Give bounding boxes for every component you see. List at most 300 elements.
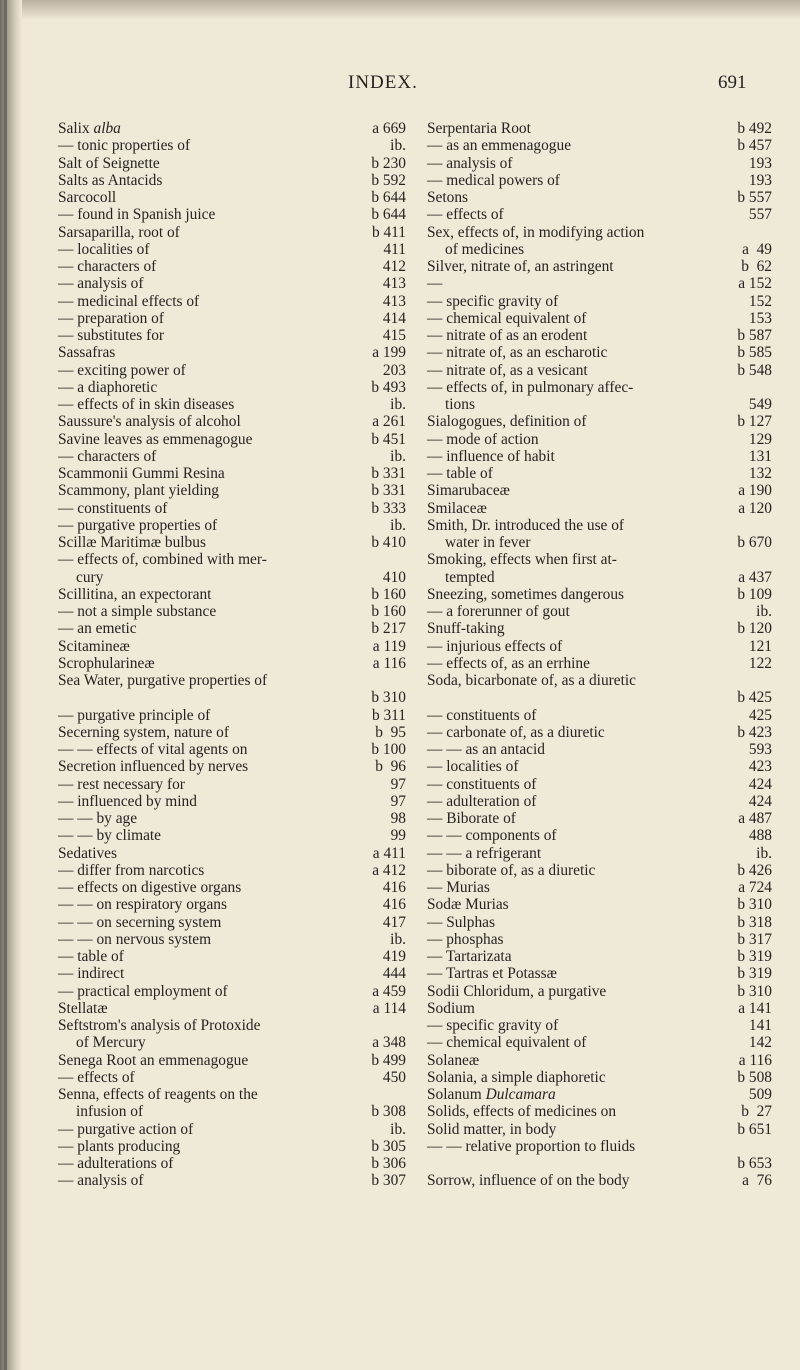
page-reference: b 27 — [741, 1103, 772, 1121]
page-reference: 97 — [390, 792, 406, 810]
index-term: infusion of — [76, 1103, 144, 1121]
index-term: — table of — [58, 948, 124, 965]
index-entry — [427, 1155, 772, 1172]
index-entry — [58, 465, 406, 482]
index-entry — [58, 413, 406, 430]
index-term: — chemical equivalent of — [427, 1034, 587, 1052]
page-reference: b 319 — [737, 965, 772, 983]
index-term: — constituents of — [58, 499, 168, 517]
page-reference: b 587 — [737, 327, 772, 344]
page-reference: b 331 — [371, 482, 406, 500]
index-term: — rest necessary for — [58, 775, 185, 793]
index-term: Smilaceæ — [427, 499, 487, 517]
index-term: Simarubaceæ — [427, 482, 510, 500]
index-entry — [58, 155, 406, 172]
index-column-right — [427, 120, 772, 1190]
index-term: Sedatives — [58, 844, 117, 862]
index-term: — purgative action of — [58, 1120, 194, 1138]
index-term: — influence of habit — [427, 447, 555, 465]
page-reference: 141 — [748, 1017, 772, 1034]
page-reference: 152 — [748, 292, 772, 310]
page-reference: b 306 — [371, 1155, 406, 1172]
page-reference: b 457 — [737, 137, 772, 155]
page-reference: b 319 — [737, 948, 772, 965]
index-term: — — by climate — [58, 827, 162, 845]
index-term: — effects on digestive organs — [58, 879, 242, 896]
page-reference: ib. — [390, 447, 406, 465]
index-entry — [427, 310, 772, 327]
page-reference: b 451 — [371, 430, 406, 448]
index-entry — [58, 1121, 406, 1138]
index-term: — phosphas — [427, 930, 504, 948]
index-term: — chemical equivalent of — [427, 309, 587, 327]
page-reference: 419 — [382, 948, 406, 965]
index-entry — [427, 413, 772, 430]
index-entry — [58, 1086, 406, 1103]
page-reference: a 669 — [372, 120, 406, 137]
term-part-italic: Dulcamara — [485, 1086, 556, 1103]
index-term: Sodium — [427, 999, 475, 1017]
page-reference: b 160 — [371, 585, 406, 603]
index-entry — [58, 293, 406, 310]
index-entry — [58, 603, 406, 620]
index-entry — [58, 620, 406, 637]
index-term: — — effects of vital agents on — [58, 741, 248, 758]
index-term: — differ from narcotics — [58, 861, 205, 879]
index-entry — [58, 482, 406, 499]
index-entry — [58, 724, 406, 741]
index-term: — characters of — [58, 258, 157, 275]
index-entry — [427, 965, 772, 982]
index-entry — [427, 741, 772, 758]
index-term: Seftstrom's analysis of Protoxide — [58, 1017, 261, 1034]
index-entry — [427, 983, 772, 1000]
index-term — [427, 1086, 556, 1103]
page-reference: a 190 — [738, 482, 772, 500]
index-entry — [58, 1069, 406, 1086]
page-reference: 413 — [382, 292, 406, 310]
index-entry — [427, 465, 772, 482]
index-term: — found in Spanish juice — [58, 206, 216, 224]
index-term: — nitrate of as an erodent — [427, 327, 588, 344]
index-entry — [58, 862, 406, 879]
page-header — [0, 68, 800, 98]
index-term: Sex, effects of, in modifying action — [427, 223, 645, 241]
index-entry — [427, 448, 772, 465]
index-term: of Mercury — [76, 1034, 146, 1052]
page-reference: 131 — [748, 447, 772, 465]
index-entry — [427, 551, 772, 568]
index-entry — [427, 327, 772, 344]
index-term: — influenced by mind — [58, 792, 197, 810]
page-reference: 132 — [748, 465, 772, 482]
page-reference: b 592 — [371, 171, 406, 189]
index-term: — a diaphoretic — [58, 378, 158, 396]
index-term: Stellatæ — [58, 999, 108, 1017]
index-entry — [58, 224, 406, 241]
term-part: Salix — [58, 120, 94, 137]
index-term: — not a simple substance — [58, 603, 217, 620]
index-term — [58, 120, 121, 137]
index-entry — [427, 482, 772, 499]
index-term: — — components of — [427, 827, 557, 845]
index-entry — [427, 396, 772, 413]
index-entry — [427, 137, 772, 154]
index-entry — [427, 776, 772, 793]
index-entry — [58, 879, 406, 896]
index-entry — [58, 1138, 406, 1155]
page-reference: b 411 — [371, 223, 406, 241]
page-reference: a 116 — [738, 1051, 772, 1069]
index-entry — [427, 603, 772, 620]
index-entry — [58, 379, 406, 396]
index-entry — [427, 172, 772, 189]
index-term: Salt of Seignette — [58, 154, 160, 172]
index-term: — preparation of — [58, 309, 164, 327]
index-entry — [58, 810, 406, 827]
index-entry — [427, 827, 772, 844]
index-term: — localities of — [58, 240, 150, 258]
index-entry — [427, 672, 772, 689]
index-entry — [58, 344, 406, 361]
page-reference: b 120 — [737, 620, 772, 638]
index-entry — [58, 500, 406, 517]
index-entry — [427, 224, 772, 241]
index-entry — [427, 1069, 772, 1086]
index-term: — Tartarizata — [427, 948, 512, 965]
index-term: — nitrate of, as a vesicant — [427, 361, 588, 379]
index-term: tions — [445, 396, 475, 413]
index-entry — [58, 1103, 406, 1120]
page-reference: b 310 — [737, 982, 772, 1000]
index-term: — effects of — [427, 206, 504, 224]
index-term: tempted — [445, 568, 495, 586]
term-part-italic: alba — [93, 120, 121, 137]
index-term: Snuff-taking — [427, 620, 505, 638]
index-entry — [58, 931, 406, 948]
page-reference: b 585 — [737, 344, 772, 362]
page-reference: ib. — [390, 396, 406, 413]
index-entry — [58, 827, 406, 844]
index-entry — [427, 258, 772, 275]
page-reference: 423 — [748, 758, 772, 776]
page-reference: 415 — [382, 327, 406, 344]
index-term: Salts as Antacids — [58, 171, 163, 189]
index-entry — [427, 689, 772, 706]
index-term: — Biborate of — [427, 810, 516, 827]
page-reference: b 333 — [371, 499, 406, 517]
index-term: Saussure's analysis of alcohol — [58, 413, 241, 431]
index-term: Scammonii Gummi Resina — [58, 465, 225, 482]
index-term: Sodii Chloridum, a purgative — [427, 982, 607, 1000]
page-reference: b 217 — [371, 620, 406, 638]
index-entry — [58, 1172, 406, 1189]
index-entry — [427, 534, 772, 551]
page-reference: b 230 — [371, 154, 406, 172]
index-term: — — as an antacid — [427, 741, 545, 758]
index-entry — [427, 293, 772, 310]
index-term: — Murias — [427, 879, 490, 896]
page-reference: b 508 — [737, 1068, 772, 1086]
index-term: — — on respiratory organs — [58, 896, 227, 914]
index-term: Scitamineæ — [58, 637, 130, 655]
index-entry — [427, 1172, 772, 1189]
index-term: Solaneæ — [427, 1051, 480, 1069]
index-term: Solids, effects of medicines on — [427, 1103, 617, 1121]
page-reference: 411 — [383, 240, 406, 258]
index-entry — [58, 638, 406, 655]
page-reference: 412 — [382, 258, 406, 275]
index-entry — [427, 431, 772, 448]
page-reference: 203 — [382, 361, 406, 379]
page-reference: 593 — [748, 741, 772, 758]
index-term: — Tartras et Potassæ — [427, 965, 557, 983]
index-entry — [58, 310, 406, 327]
index-term: Scillæ Maritimæ bulbus — [58, 534, 206, 551]
index-entry — [58, 1052, 406, 1069]
index-entry — [58, 1000, 406, 1017]
index-entry — [427, 1103, 772, 1120]
page-reference: a 76 — [742, 1172, 772, 1190]
index-term: — — by age — [58, 810, 138, 827]
index-term: Secerning system, nature of — [58, 723, 229, 741]
page-reference: b 644 — [371, 189, 406, 206]
page-reference: 193 — [748, 171, 772, 189]
page-reference: a 724 — [738, 879, 772, 896]
page-reference: b 95 — [375, 723, 406, 741]
page-reference: a 114 — [372, 999, 406, 1017]
index-term: — practical employment of — [58, 982, 228, 1000]
index-entry — [58, 120, 406, 137]
index-term: Sarsaparilla, root of — [58, 223, 180, 241]
page-reference: b 308 — [371, 1103, 406, 1121]
page-reference: b 492 — [737, 120, 772, 137]
index-term: — — on secerning system — [58, 913, 222, 931]
page-reference: 488 — [748, 827, 772, 845]
index-term: cury — [76, 568, 104, 586]
page-reference: b 318 — [737, 913, 772, 931]
index-term: — injurious effects of — [427, 637, 563, 655]
index-entry — [427, 275, 772, 292]
index-entry — [427, 655, 772, 672]
index-entry — [58, 189, 406, 206]
page-reference: b 160 — [371, 603, 406, 620]
index-term: — localities of — [427, 758, 519, 776]
index-entry — [58, 241, 406, 258]
page-reference: ib. — [756, 844, 772, 862]
index-term: — effects of, in pulmonary affec- — [427, 378, 634, 396]
index-term: — as an emmenagogue — [427, 137, 572, 155]
page-reference: a 141 — [738, 999, 772, 1017]
index-entry — [427, 914, 772, 931]
page-reference: 425 — [748, 706, 772, 724]
index-term: — tonic properties of — [58, 137, 191, 155]
page-reference: a 199 — [372, 344, 406, 362]
index-entry — [58, 896, 406, 913]
index-term: — biborate of, as a diuretic — [427, 861, 596, 879]
page-reference: 129 — [748, 430, 772, 448]
index-term: — medicinal effects of — [58, 292, 200, 310]
index-entry — [58, 534, 406, 551]
index-entry — [58, 793, 406, 810]
index-term: — — [427, 275, 443, 293]
page-reference: ib. — [390, 516, 406, 534]
index-term: Savine leaves as emmenagogue — [58, 430, 253, 448]
index-entry — [58, 137, 406, 154]
page-reference: 122 — [748, 654, 772, 672]
index-term: — effects of — [58, 1068, 135, 1086]
page-reference: a 437 — [738, 568, 772, 586]
index-term: — nitrate of, as an escharotic — [427, 344, 608, 362]
index-entry — [58, 431, 406, 448]
index-term: — effects of in skin diseases — [58, 396, 235, 413]
index-entry — [427, 1000, 772, 1017]
page-reference: a 412 — [372, 861, 406, 879]
index-term: — specific gravity of — [427, 1017, 559, 1034]
index-term: Scillitina, an expectorant — [58, 585, 212, 603]
index-entry — [427, 155, 772, 172]
page-reference: b 96 — [375, 758, 406, 776]
page-reference: a 116 — [372, 654, 406, 672]
index-entry — [427, 862, 772, 879]
index-entry — [427, 1121, 772, 1138]
index-entry — [58, 758, 406, 775]
page-reference: b 548 — [737, 361, 772, 379]
page-reference: b 109 — [737, 585, 772, 603]
index-entry — [58, 517, 406, 534]
index-term: — — relative proportion to fluids — [427, 1137, 636, 1155]
index-term: — effects of, combined with mer- — [58, 551, 267, 569]
index-entry — [58, 258, 406, 275]
page-reference: ib. — [390, 1120, 406, 1138]
page-reference: ib. — [756, 603, 772, 620]
index-entry — [58, 1017, 406, 1034]
page-reference: 557 — [748, 206, 772, 224]
index-entry — [58, 707, 406, 724]
page-reference: b 62 — [741, 258, 772, 275]
page-edge-line — [4, 0, 7, 1370]
index-entry — [427, 931, 772, 948]
index-term: — — on nervous system — [58, 930, 212, 948]
index-term: Solania, a simple diaphoretic — [427, 1068, 606, 1086]
index-term: — carbonate of, as a diuretic — [427, 723, 605, 741]
page-number: 691 — [718, 72, 747, 93]
page-reference: 424 — [748, 792, 772, 810]
page-reference: b 423 — [737, 723, 772, 741]
index-term: — specific gravity of — [427, 292, 559, 310]
index-term: Silver, nitrate of, an astringent — [427, 258, 614, 275]
index-entry — [427, 206, 772, 223]
index-term: Scrophularineæ — [58, 654, 155, 672]
index-entry — [427, 362, 772, 379]
term-part: Solanum — [427, 1086, 486, 1103]
index-entry — [427, 638, 772, 655]
page-reference: 417 — [382, 913, 406, 931]
page-reference: b 311 — [371, 706, 406, 724]
index-term: Smoking, effects when first at- — [427, 551, 617, 569]
index-entry — [58, 655, 406, 672]
page-reference: b 410 — [371, 534, 406, 551]
index-entry — [58, 948, 406, 965]
page-top-shadow — [0, 0, 800, 20]
page-reference: b 426 — [737, 861, 772, 879]
index-term: Soda, bicarbonate of, as a diuretic — [427, 672, 636, 689]
index-entry — [58, 983, 406, 1000]
page-reference: b 653 — [737, 1155, 772, 1172]
index-entry — [58, 362, 406, 379]
page-reference: b 100 — [371, 741, 406, 758]
index-entry — [58, 396, 406, 413]
index-term: — substitutes for — [58, 327, 165, 344]
page-reference: b 651 — [737, 1120, 772, 1138]
index-entry — [58, 448, 406, 465]
index-term: Sneezing, sometimes dangerous — [427, 585, 625, 603]
index-term: — characters of — [58, 447, 157, 465]
index-entry — [427, 896, 772, 913]
index-term: Serpentaria Root — [427, 120, 531, 137]
index-term: — purgative principle of — [58, 706, 211, 724]
page-reference: 413 — [382, 275, 406, 293]
index-entry — [427, 1017, 772, 1034]
index-term: — constituents of — [427, 706, 537, 724]
index-entry — [58, 741, 406, 758]
page-reference: 424 — [748, 775, 772, 793]
page-reference: 410 — [382, 568, 406, 586]
page-reference: b 644 — [371, 206, 406, 224]
page-reference: 121 — [748, 637, 772, 655]
index-entry — [58, 1155, 406, 1172]
index-entry — [427, 189, 772, 206]
page-reference: b 499 — [371, 1051, 406, 1069]
index-entry — [427, 569, 772, 586]
page-reference: a 120 — [738, 499, 772, 517]
page-reference: 98 — [390, 810, 406, 827]
index-term: — adulteration of — [427, 792, 537, 810]
index-entry — [58, 172, 406, 189]
index-entry — [427, 879, 772, 896]
page-reference: a 119 — [372, 637, 406, 655]
index-term: — Sulphas — [427, 913, 495, 931]
page-reference: b 310 — [371, 689, 406, 707]
index-entry — [427, 1086, 772, 1103]
page-reference: a 348 — [372, 1034, 406, 1052]
page-reference: a 152 — [738, 275, 772, 293]
page-reference: 99 — [390, 827, 406, 845]
page-reference: a 261 — [372, 413, 406, 431]
page-reference: b 317 — [737, 930, 772, 948]
page-reference: 414 — [382, 309, 406, 327]
index-term: Solid matter, in body — [427, 1120, 557, 1138]
page-reference: b 127 — [737, 413, 772, 431]
index-term: — — a refrigerant — [427, 844, 542, 862]
index-term: — mode of action — [427, 430, 539, 448]
index-term: Sarcocoll — [58, 189, 117, 206]
index-term: Senega Root an emmenagogue — [58, 1051, 249, 1069]
index-term: — adulterations of — [58, 1155, 174, 1172]
page-reference: 450 — [382, 1068, 406, 1086]
index-term: — analysis of — [427, 154, 513, 172]
index-term: Setons — [427, 189, 469, 206]
page-reference: 444 — [382, 965, 406, 983]
page-reference: 193 — [748, 154, 772, 172]
index-term: Secretion influenced by nerves — [58, 758, 249, 776]
page-reference: b 670 — [737, 534, 772, 551]
index-entry — [427, 620, 772, 637]
index-term: — analysis of — [58, 275, 144, 293]
index-entry — [58, 845, 406, 862]
index-entry — [427, 707, 772, 724]
index-entry — [427, 724, 772, 741]
